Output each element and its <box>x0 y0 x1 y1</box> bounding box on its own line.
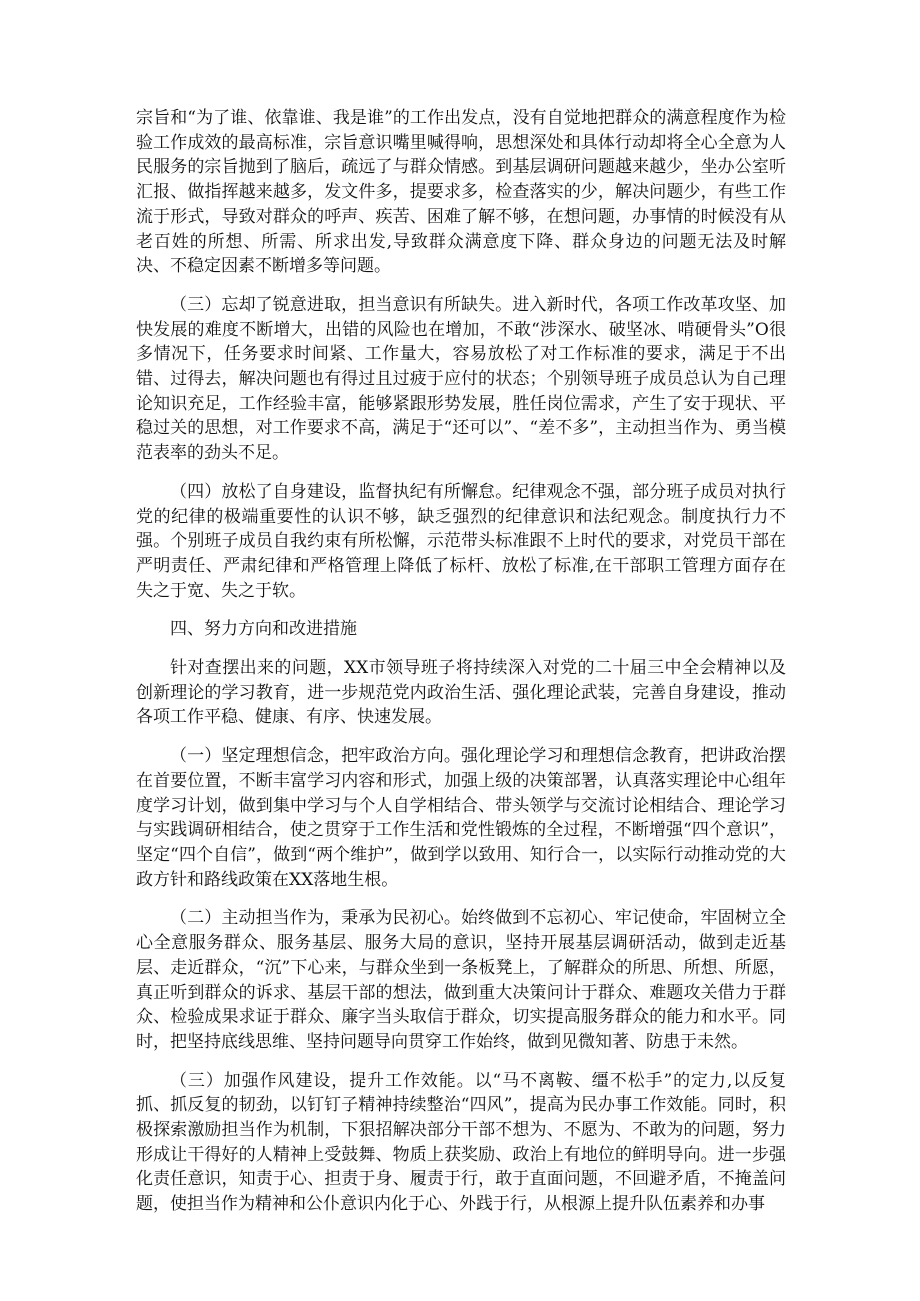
paragraph-measure-2: （二）主动担当作为，秉承为民初心。始终做到不忘初心、牢记使命，牢固树立全心全意服务群众、服务基层、服务大局的意识，坚持开展基层调研活动，做到走近基层、走近群众，“沉”下心来，与群众坐到一条板凳上，了解群众的所思、所想、所愿，真正听到群众的诉求、基层干部的想法，做到重大决策问计于群众、难题攻关借力于群众、检验成果求证于群众、廉字当头取信于群众，切实提高服务群众的能力和水平。同时，把坚持底线思维、坚持问题导向贯穿工作始终，做到见微知著、防患于未然。 <box>136 908 786 1052</box>
paragraph-measure-1: （一）坚定理想信念，把牢政治方向。强化理论学习和理想信念教育，把讲政治摆在首要位置，不断丰富学习内容和形式，加强上级的决策部署，认真落实理论中心组年度学习计划，做到集中学习与个人自学相结合、带头领学与交流讨论相结合、理论学习与实践调研相结合，使之贯穿于工作生活和党性锻炼的全过程，不断增强“四个意识”，坚定“四个自信”，做到“两个维护”，做到学以致用、知行合一，以实际行动推动党的大政方针和路线政策在XX落地生根。 <box>136 746 786 890</box>
paragraph-problem-3: （三）忘却了锐意进取，担当意识有所缺失。进入新时代，各项工作改革攻坚、加快发展的难度不断增大，出错的风险也在增加，不敢“涉深水、破坚冰、啃硬骨头”O很多情况下，任务要求时间紧、工作量大，容易放松了对工作标准的要求，满足于不出错、过得去，解决问题也有得过且过疲于应付的状态；个别领导班子成员总认为自己理论知识充足，工作经验丰富，能够紧跟形势发展，胜任岗位需求，产生了安于现状、平稳过关的思想，对工作要求不高，满足于“还可以”、“差不多”，主动担当作为、勇当模范表率的劲头不足。 <box>136 294 786 464</box>
paragraph-section-intro: 针对查摆出来的问题，XX市领导班子将持续深入对党的二十届三中全会精神以及创新理论的学习教育，进一步规范党内政治生活、强化理论武装，完善自身建设，推动各项工作平稳、健康、有序、快速发展。 <box>136 658 786 728</box>
paragraph-problem-4: （四）放松了自身建设，监督执纪有所懈怠。纪律观念不强，部分班子成员对执行党的纪律的极端重要性的认识不够，缺乏强烈的纪律意识和法纪观念。制度执行力不强。个别班子成员自我约束有所松懈，示范带头标准跟不上时代的要求，对党员干部在严明责任、严肃纪律和严格管理上降低了标杆、放松了标准,在干部职工管理方面存在失之于宽、失之于软。 <box>136 481 786 601</box>
paragraph-continuation: 宗旨和“为了谁、依靠谁、我是谁”的工作出发点，没有自觉地把群众的满意程度作为检验工作成效的最高标准，宗旨意识嘴里喊得响，思想深处和具体行动却将全心全意为人民服务的宗旨抛到了脑后，疏远了与群众情感。到基层调研问题越来越少，坐办公室听汇报、做指挥越来越多，发文件多，提要求多，检查落实的少，解决问题少，有些工作流于形式，导致对群众的呼声、疾苦、困难了解不够，在想问题，办事情的时候没有从老百姓的所想、所需、所求出发,导致群众满意度下降、群众身边的问题无法及时解决、不稳定因素不断增多等问题。 <box>136 108 786 277</box>
paragraph-measure-3: （三）加强作风建设，提升工作效能。以“马不离鞍、缰不松手”的定力,以反复抓、抓反复的韧劲，以钉钉子精神持续整治“四风”，提高为民办事工作效能。同时，积极探索激励担当作为机制，下狠招解决部分干部不想为、不愿为、不敢为的问题，努力形成让干得好的人精神上受鼓舞、物质上获奖励、政治上有地位的鲜明导向。进一步强化责任意识，知责于心、担责于身、履责于行，敢于直面问题，不回避矛盾，不掩盖问题，使担当作为精神和公仆意识内化于心、外践于行，从根源上提升队伍素养和办事 <box>136 1070 786 1215</box>
section-heading-improvement-measures: 四、努力方向和改进措施 <box>170 619 357 640</box>
